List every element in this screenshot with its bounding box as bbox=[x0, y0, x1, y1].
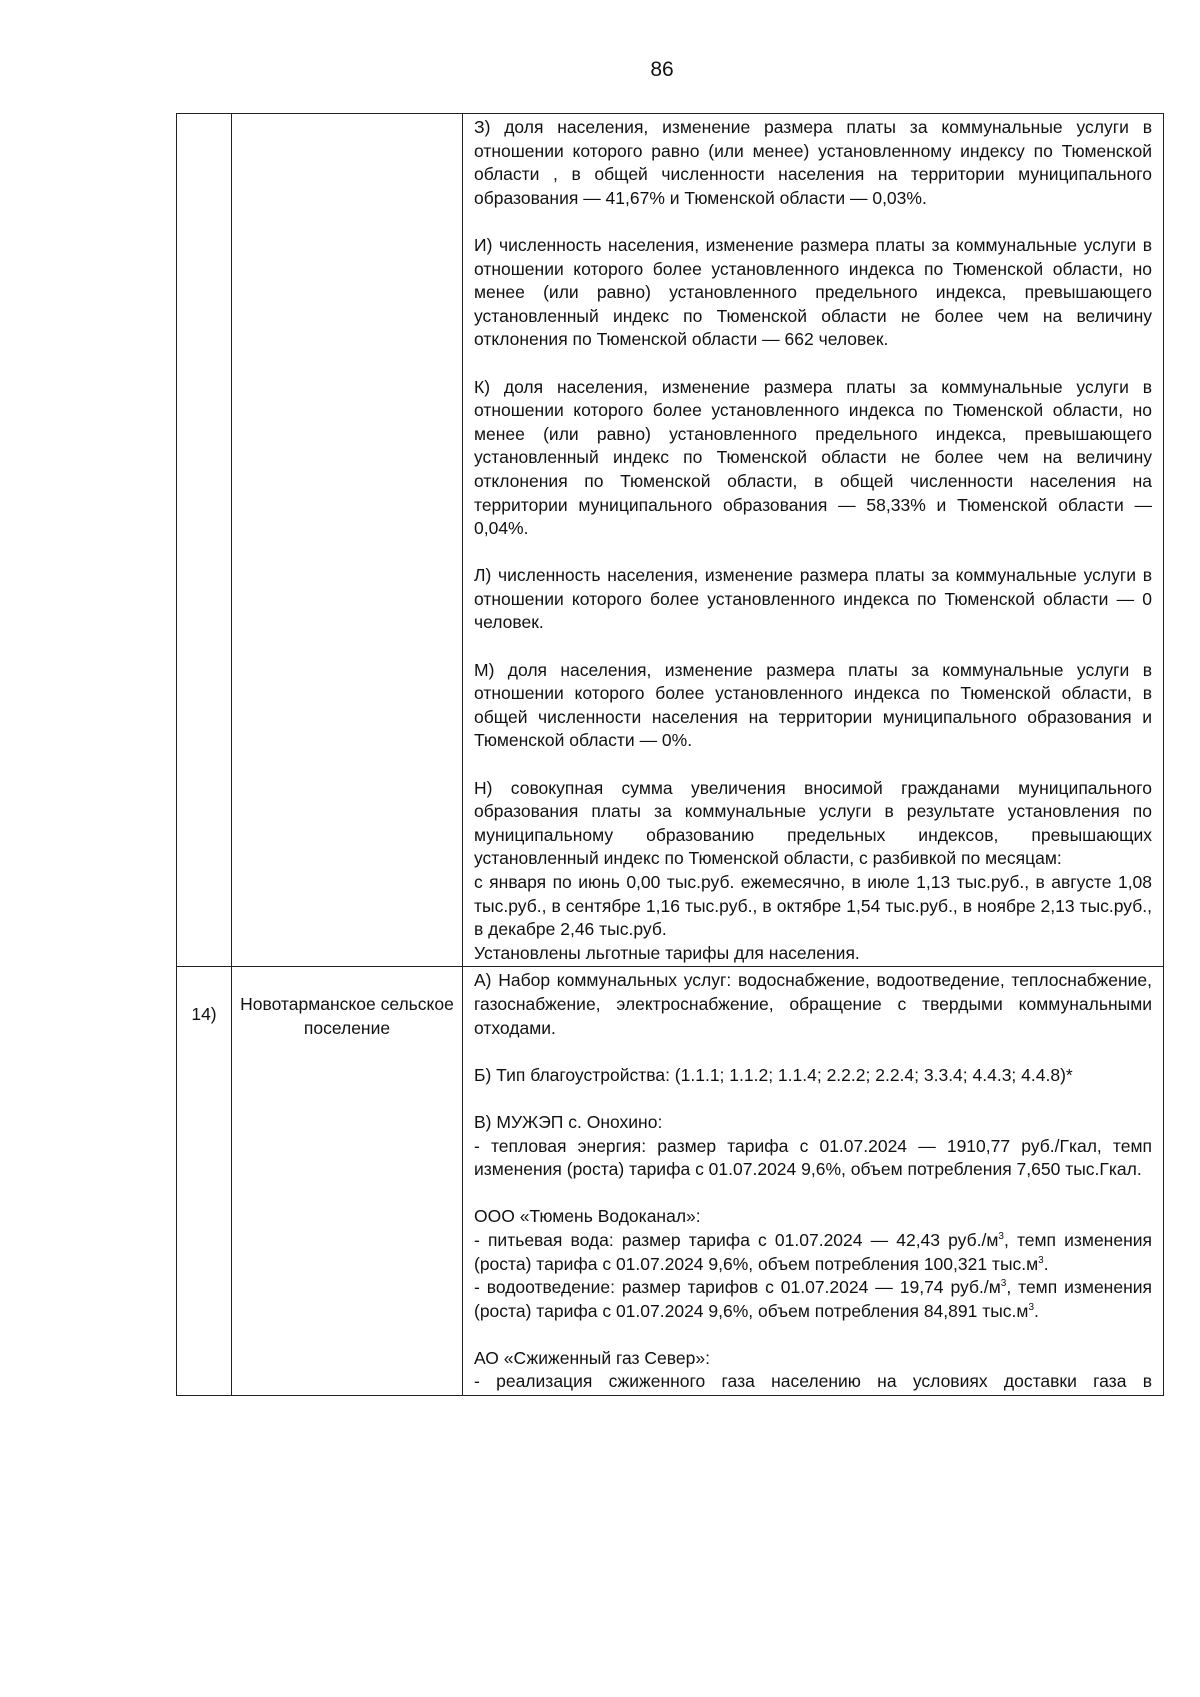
paragraph: - реализация сжиженного газа населению на условиях доставки газа в bbox=[474, 1371, 1152, 1392]
paragraph-gap bbox=[474, 753, 1152, 777]
table-row bbox=[177, 114, 1164, 967]
paragraph: АО «Сжиженный газ Север»: bbox=[474, 1347, 710, 1368]
paragraph-gap bbox=[474, 541, 1152, 565]
content-cell bbox=[463, 114, 1164, 967]
municipality-name-cell: Новотарманское сельское поселение bbox=[232, 967, 463, 1396]
paragraph-gap bbox=[474, 635, 1152, 659]
paragraph: - тепловая энергия: размер тарифа с 01.07.2024 — 1910,77 руб./Гкал, темп изменения (роста) тарифа с 01.07.2024 9,6%, объем потребления 7,650 тыс.Гкал. bbox=[474, 1135, 1152, 1180]
paragraph-gap bbox=[474, 210, 1152, 234]
paragraph-gap bbox=[474, 1040, 1152, 1064]
paragraph: ООО «Тюмень Водоканал»: bbox=[474, 1206, 701, 1227]
paragraph: Л) численность населения, изменение размера платы за коммунальные услуги в отношении которого более установленного индекса по Тюменской области — 0 человек. bbox=[474, 565, 1152, 633]
paragraph-gap bbox=[474, 1087, 1152, 1111]
paragraph: З) доля населения, изменение размера платы за коммунальные услуги в отношении которого равно (или менее) установленному индексу по Тюменской области , в общей численности населения на территории муниципального образования — 41,67% и Тюменской области — 0,03%. bbox=[474, 117, 1152, 208]
paragraph: В) МУЖЭП с. Онохино: bbox=[474, 1111, 663, 1132]
paragraph: А) Набор коммунальных услуг: водоснабжение, водоотведение, теплоснабжение, газоснабжение, электроснабжение, обращение с твердыми коммунальными отходами. bbox=[474, 970, 1152, 1038]
paragraph: Б) Тип благоустройства: (1.1.1; 1.1.2; 1.1.4; 2.2.2; 2.2.4; 3.3.4; 4.4.3; 4.4.8)* bbox=[474, 1064, 1073, 1085]
municipality-name-cell bbox=[232, 114, 463, 967]
paragraph-gap bbox=[474, 1182, 1152, 1206]
table-row bbox=[177, 967, 1164, 1396]
paragraph: Н) совокупная сумма увеличения вносимой гражданами муниципального образования платы за коммунальные услуги в результате установления по муниципальному образованию предельных индексов, превышающих установленный индекс по Тюменской области, с разбивкой по месяцам: bbox=[474, 777, 1152, 869]
data-table bbox=[176, 113, 1164, 1396]
paragraph: - питьевая вода: размер тарифа с 01.07.2024 — 42,43 $руб./м^3$, темп изменения (роста) тарифа с 01.07.2024 9,6%, объем потребления 100,321 $тыс.м^3$. bbox=[474, 1229, 1152, 1274]
paragraph: И) численность населения, изменение размера платы за коммунальные услуги в отношении которого более установленного индекса по Тюменской области, но менее (или равно) установленного предельного индекса, превышающего установленный индекс по Тюменской области не более чем на величину отклонения по Тюменской области — 662 человек. bbox=[474, 234, 1152, 350]
paragraph-gap bbox=[474, 352, 1152, 376]
paragraph: с января по июнь 0,00 тыс.руб. ежемесячно, в июле 1,13 тыс.руб., в августе 1,08 тыс.руб., в сентябре 1,16 тыс.руб., в октябре 1,54 тыс.руб., в ноябре 2,13 тыс.руб., в декабре 2,46 тыс.руб. bbox=[474, 872, 1152, 940]
paragraph: К) доля населения, изменение размера платы за коммунальные услуги в отношении которого более установленного индекса по Тюменской области, но менее (или равно) установленного предельного индекса, превышающего установленный индекс по Тюменской области не более чем на величину отклонения по Тюменской области, в общей численности населения на территории муниципального образования — 58,33% и Тюменской области — 0,04%. bbox=[474, 376, 1152, 539]
paragraph-gap bbox=[474, 1323, 1152, 1347]
row-number-cell bbox=[177, 114, 232, 967]
content-cell bbox=[463, 967, 1164, 1396]
paragraph: - водоотведение: размер тарифов с 01.07.2024 — 19,74 $руб./м^3$, темп изменения (роста) тарифа с 01.07.2024 9,6%, объем потребления 84,891 $тыс.м^3$. bbox=[474, 1277, 1152, 1321]
paragraph: М) доля населения, изменение размера платы за коммунальные услуги в отношении которого более установленного индекса по Тюменской области, в общей численности населения на территории муниципального образования и Тюменской области — 0%. bbox=[474, 659, 1152, 751]
paragraph: Установлены льготные тарифы для населения. bbox=[474, 942, 860, 963]
page-number: 86 bbox=[650, 58, 674, 81]
row-number-cell: 14) bbox=[177, 967, 232, 1396]
